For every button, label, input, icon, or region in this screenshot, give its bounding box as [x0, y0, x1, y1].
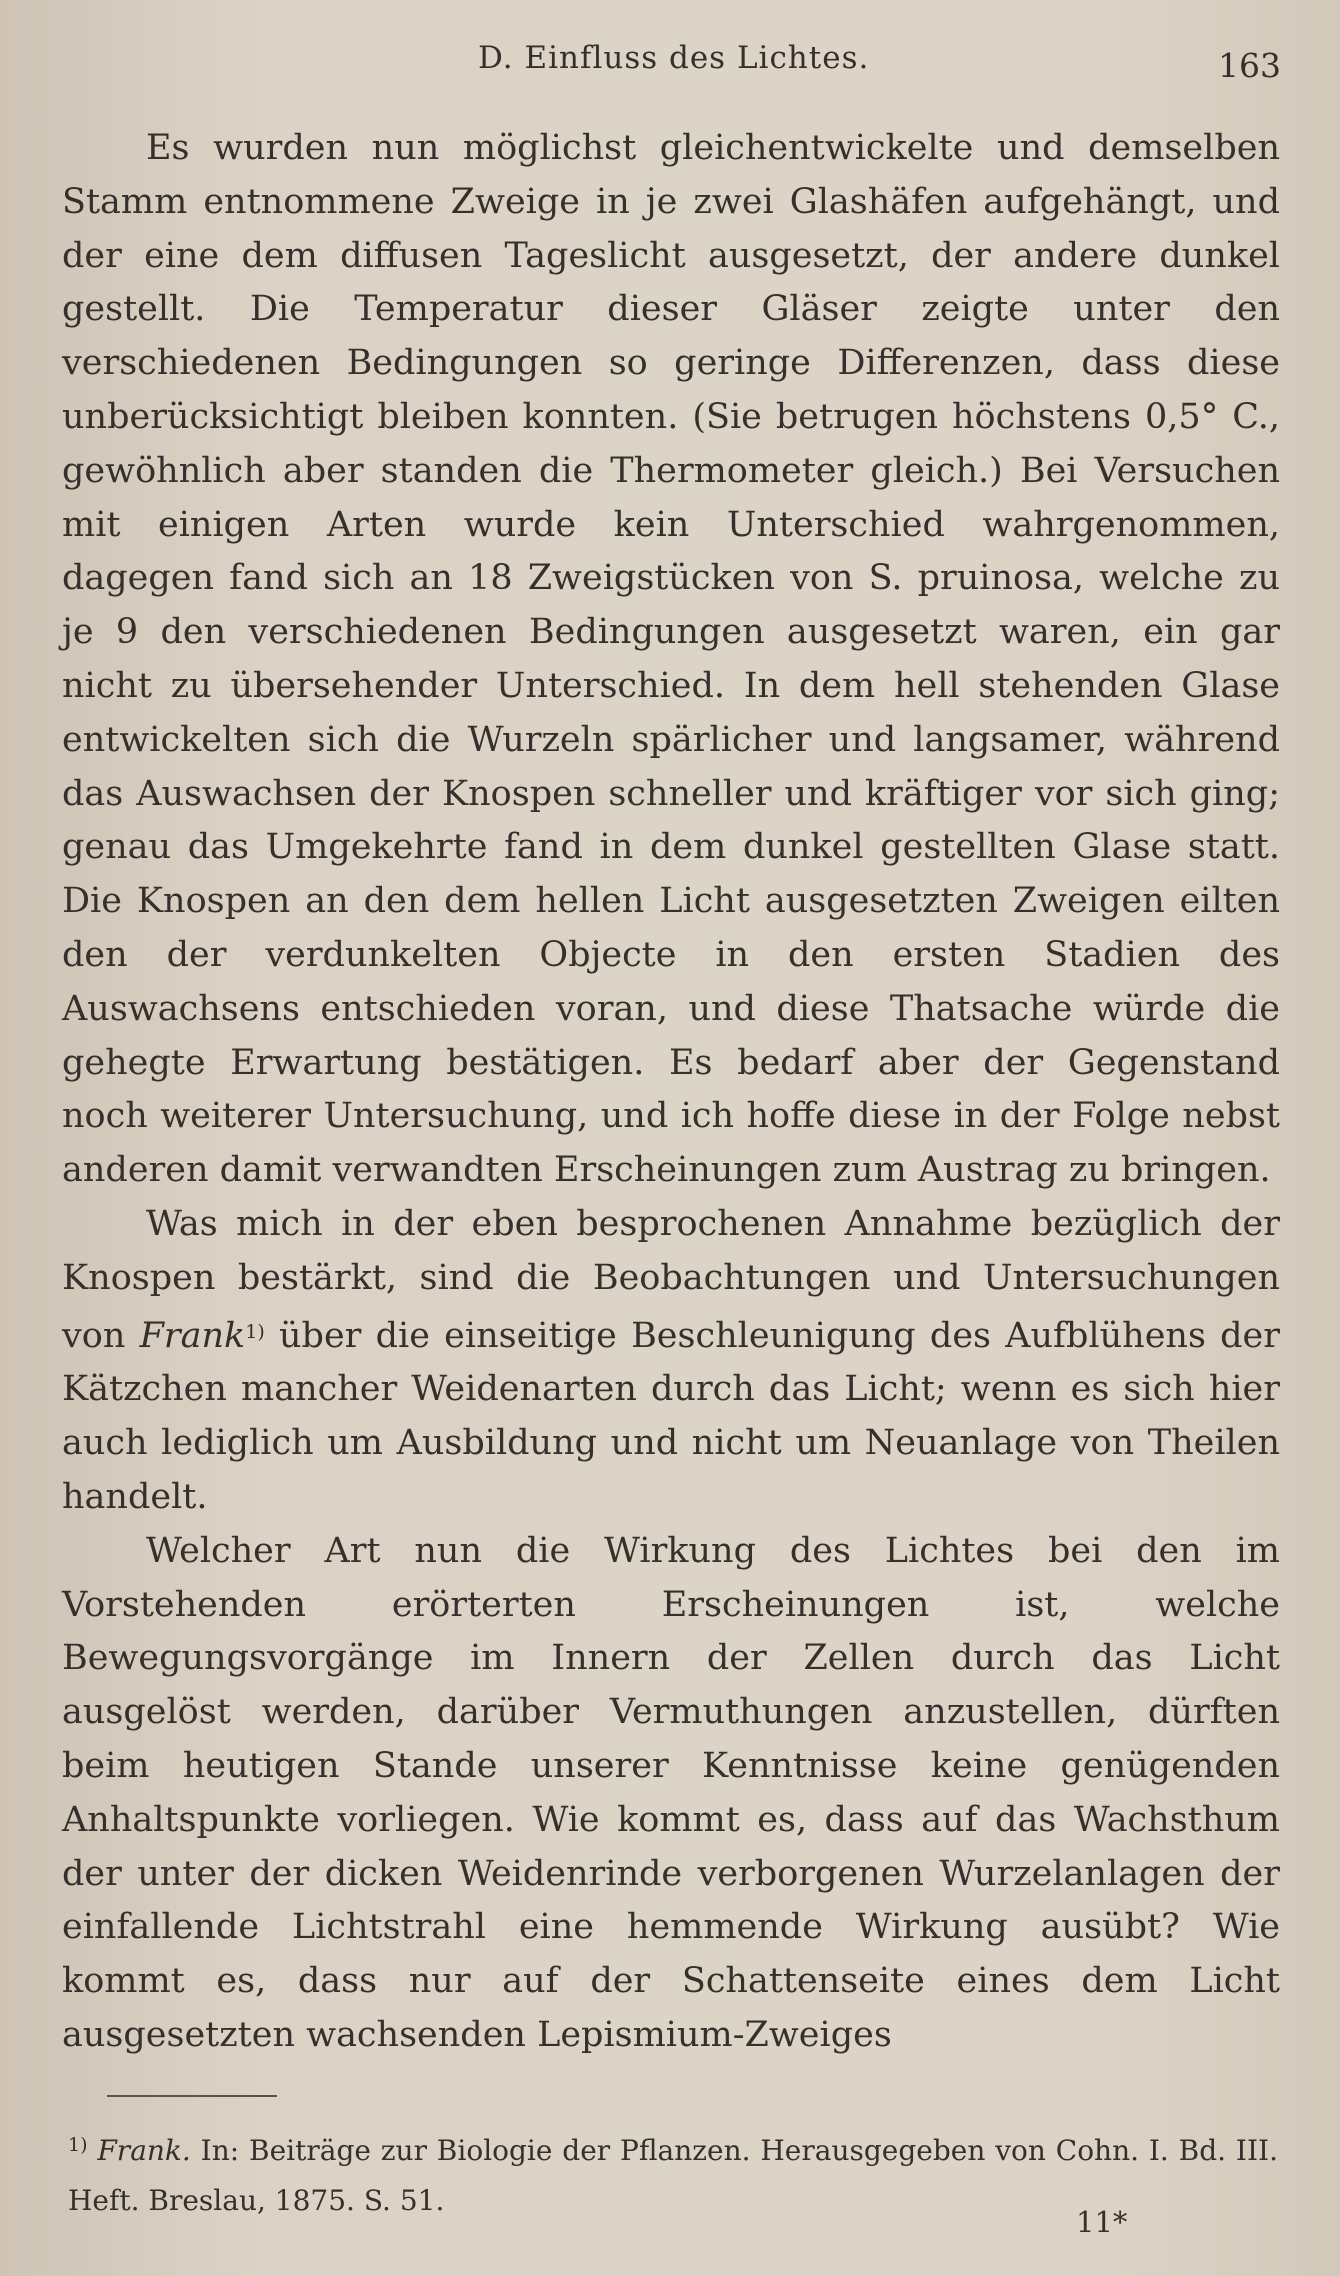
- page-number: 163: [1218, 46, 1281, 85]
- paragraph-2-part-a: Was mich in der eben besprochenen Annahme bezüglich der Knospen bestärkt, sind die Beobachtungen und Untersuchungen von: [62, 1203, 1280, 1356]
- paragraph-2: [62, 1198, 1280, 1525]
- footnote-divider: [107, 2095, 277, 2097]
- running-head: [0, 40, 1340, 90]
- paragraph-3: Welcher Art nun die Wirkung des Lichtes bei den im Vorstehenden erörterten Erscheinungen ist, welche Bewegungsvorgänge im Innern der Zellen durch das Licht ausgelöst werden, darüber Vermuthungen anzustellen, dürften beim heutigen Stande unserer Kenntnisse keine genügenden Anhaltspunkte vorliegen. Wie kommt es, dass auf das Wachsthum der unter der dicken Weidenrinde verborgenen Wurzelanlagen der einfallende Lichtstrahl eine hemmende Wirkung ausübt? Wie kommt es, dass nur auf der Schattenseite eines dem Licht ausgesetzten wachsenden Lepismium-Zweiges: [62, 1530, 1280, 2055]
- footnote-marker: 1): [68, 2134, 88, 2156]
- cited-author: Frank: [139, 1315, 246, 1356]
- body-text: [62, 122, 1280, 2063]
- signature-mark: 11*: [1076, 2205, 1128, 2239]
- footnote-reference: 1): [245, 1320, 265, 1343]
- footnote-text: In: Beiträge zur Biologie der Pflanzen. Herausgegeben von Cohn. I. Bd. III. Heft. Breslau, 1875. S. 51.: [68, 2134, 1278, 2217]
- paragraph-2-part-b: über die einseitige Beschleunigung des Aufblühens der Kätzchen mancher Weidenarten durch das Licht; wenn es sich hier auch lediglich um Ausbildung und nicht um Neuanlage von Theilen handelt.: [62, 1315, 1280, 1517]
- footnote-author: Frank.: [97, 2134, 191, 2167]
- running-title: D. Einfluss des Lichtes.: [478, 40, 870, 76]
- paragraph-1: Es wurden nun möglichst gleichentwickelte und demselben Stamm entnommene Zweige in je zwei Glashäfen aufgehängt, und der eine dem diffusen Tageslicht ausgesetzt, der andere dunkel gestellt. Die Temperatur dieser Gläser zeigte unter den verschiedenen Bedingungen so geringe Differenzen, dass diese unberücksichtigt bleiben konnten. (Sie betrugen höchstens 0,5° C., gewöhnlich aber standen die Thermometer gleich.) Bei Versuchen mit einigen Arten wurde kein Unterschied wahrgenommen, dagegen fand sich an 18 Zweigstücken von S. pruinosa, welche zu je 9 den verschiedenen Bedingungen ausgesetzt waren, ein gar nicht zu übersehender Unterschied. In dem hell stehenden Glase entwickelten sich die Wurzeln spärlicher und langsamer, während das Auswachsen der Knospen schneller und kräftiger vor sich ging; genau das Umgekehrte fand in dem dunkel gestellten Glase statt. Die Knospen an den dem hellen Licht ausgesetzten Zweigen eilten den der verdunkelten Objecte in den ersten Stadien des Auswachsens entschieden voran, und diese Thatsache würde die gehegte Erwartung bestätigen. Es bedarf aber der Gegenstand noch weiterer Untersuchung, und ich hoffe diese in der Folge nebst anderen damit verwandten Erscheinungen zum Austrag zu bringen.: [62, 128, 1280, 1191]
